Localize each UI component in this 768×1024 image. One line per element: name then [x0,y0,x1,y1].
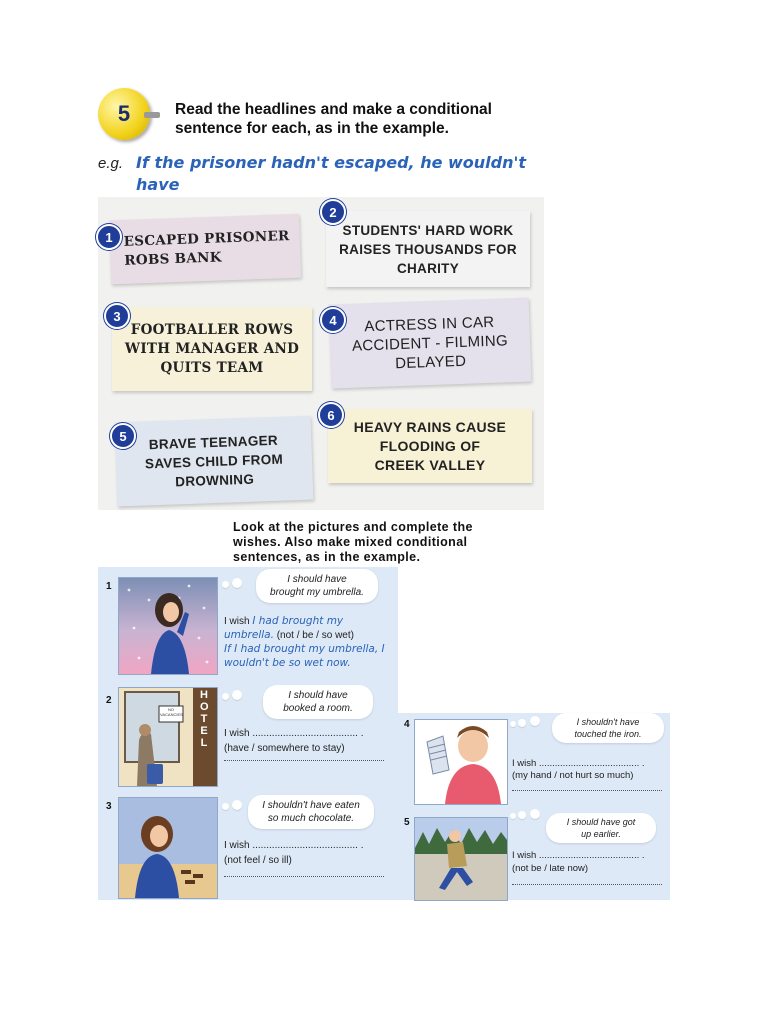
bubble-4-line-2: touched the iron. [574,729,642,739]
thought-dot [232,800,242,810]
wish-2-hint: (have / somewhere to stay) [224,743,345,754]
notice-line-1: NO [168,707,174,712]
exercise-instruction [175,100,555,138]
wish-3-hint: (not feel / so ill) [224,855,292,866]
thought-bubble-3 [248,795,374,829]
headline-3-line-3: QUITS TEAM [160,359,264,376]
headline-card-6 [328,409,532,483]
wishes-instruction [233,520,538,565]
example-label: e.g. [98,155,124,172]
answer-line [512,883,662,885]
bubble-5-line-1: I should have got [566,817,636,827]
thought-bubble-2 [263,685,373,719]
headline-number-3: 3 [104,303,130,329]
bubble-3-line-2: so much chocolate. [267,813,355,824]
bubble-2-line-2: booked a room. [283,703,353,714]
exercise-number: 5 [117,101,131,126]
wishes-panel-right [398,713,670,900]
bubble-1-line-2: brought my umbrella. [270,587,364,598]
thought-dot [232,690,242,700]
hotel-sign-text: HOTEL [200,689,209,749]
picture-runner [414,817,508,901]
thought-dot [518,811,526,819]
answer-line [224,875,384,877]
headline-card-2 [326,211,530,287]
exercise-number-badge [98,88,150,140]
wish-1-conditional-line-2: wouldn't be so wet now. [224,657,351,669]
headline-card-5 [115,416,314,507]
thought-dot [232,578,242,588]
headline-3-line-1: FOOTBALLER ROWS [130,321,294,338]
picture-boy-iron [414,719,508,805]
headline-card-1 [109,214,301,285]
headline-4-line-2: ACCIDENT - FILMING [351,331,509,355]
wishes-panel-left [98,567,398,900]
instruction-line-1: Read the headlines and make a conditional [175,101,492,118]
headline-1-line-2: ROBS BANK [124,249,223,269]
bubble-2-line-1: I should have [288,690,348,701]
wish-number-4: 4 [404,719,410,730]
wish-5-line: I wish ...................................... . [512,850,645,861]
thought-dot [518,719,526,727]
wishes-instruction-line-3: sentences, as in the example. [233,550,421,564]
example-line-1: If the prisoner hadn't escaped, he wouldn't have [136,153,527,194]
headline-5-line-1: BRAVE TEENAGER [148,432,279,452]
bubble-1-line-1: I should have [287,574,347,585]
wish-1-prefix: I wish [224,616,250,627]
headline-4-line-3: DELAYED [394,352,467,372]
instruction-line-2: sentence for each, as in the example. [175,120,449,137]
wish-3-line: I wish ...................................... . [224,840,364,851]
wish-1-answer: I had brought my [252,615,344,627]
notice-line-2: VACANCIES [160,712,183,717]
headline-2-line-1: STUDENTS' HARD WORK [342,222,514,238]
thought-dot [510,813,516,819]
wish-1-answer-2: umbrella. [224,629,274,641]
thought-dot [530,809,540,819]
headline-number-5: 5 [110,423,136,449]
headline-5-line-2: SAVES CHILD FROM [144,451,284,471]
headline-6-line-3: CREEK VALLEY [374,456,486,473]
headline-6-line-2: FLOODING OF [379,437,481,454]
hotel-sign [196,689,212,749]
wish-1-hint: (not / be / so wet) [276,630,354,641]
headline-2-line-3: CHARITY [396,260,460,276]
headline-card-3 [112,307,312,391]
thought-dot [510,721,516,727]
wish-1-conditional-line-1: If I had brought my umbrella, I [224,643,385,655]
wish-4-hint: (my hand / not hurt so much) [512,770,634,781]
bubble-5-line-2: up earlier. [581,829,621,839]
bubble-4-line-1: I shouldn't have [576,717,640,727]
no-vacancies-notice [160,707,182,717]
wish-1-line-2 [224,628,354,642]
wish-4-line: I wish ...................................... . [512,758,645,769]
headline-3-line-2: WITH MANAGER AND [124,340,300,357]
headline-4-line-1: ACTRESS IN CAR [364,313,495,335]
headline-number-2: 2 [320,199,346,225]
wish-number-1: 1 [106,581,112,592]
headline-1-line-1: ESCAPED PRISONER [123,228,290,250]
thought-bubble-1 [256,569,378,603]
thought-dot [222,803,229,810]
thought-dot [530,716,540,726]
answer-line [224,759,384,761]
picture-girl-in-rain [118,577,218,675]
wishes-instruction-line-1: Look at the pictures and complete the [233,520,473,534]
picture-girl-chocolate [118,797,218,899]
wish-number-3: 3 [106,801,112,812]
wish-number-5: 5 [404,817,410,828]
wish-5-hint: (not be / late now) [512,863,589,874]
headline-number-6: 6 [318,402,344,428]
thought-dot [222,693,229,700]
headline-number-4: 4 [320,307,346,333]
bubble-3-line-1: I shouldn't have eaten [262,800,360,811]
thought-bubble-4 [552,713,664,743]
answer-line [512,789,662,791]
wish-1-line [224,614,343,628]
headline-2-line-2: RAISES THOUSANDS FOR [339,241,517,257]
headline-5-line-3: DROWNING [174,471,255,489]
wishes-instruction-line-2: wishes. Also make mixed conditional [233,535,468,549]
wish-number-2: 2 [106,695,112,706]
thought-bubble-5 [546,813,656,843]
headline-6-line-1: HEAVY RAINS CAUSE [353,418,507,435]
wish-2-line: I wish ...................................... . [224,728,364,739]
headlines-panel [98,197,544,510]
thought-dot [222,581,229,588]
headline-card-4 [329,298,532,389]
headline-number-1: 1 [96,224,122,250]
